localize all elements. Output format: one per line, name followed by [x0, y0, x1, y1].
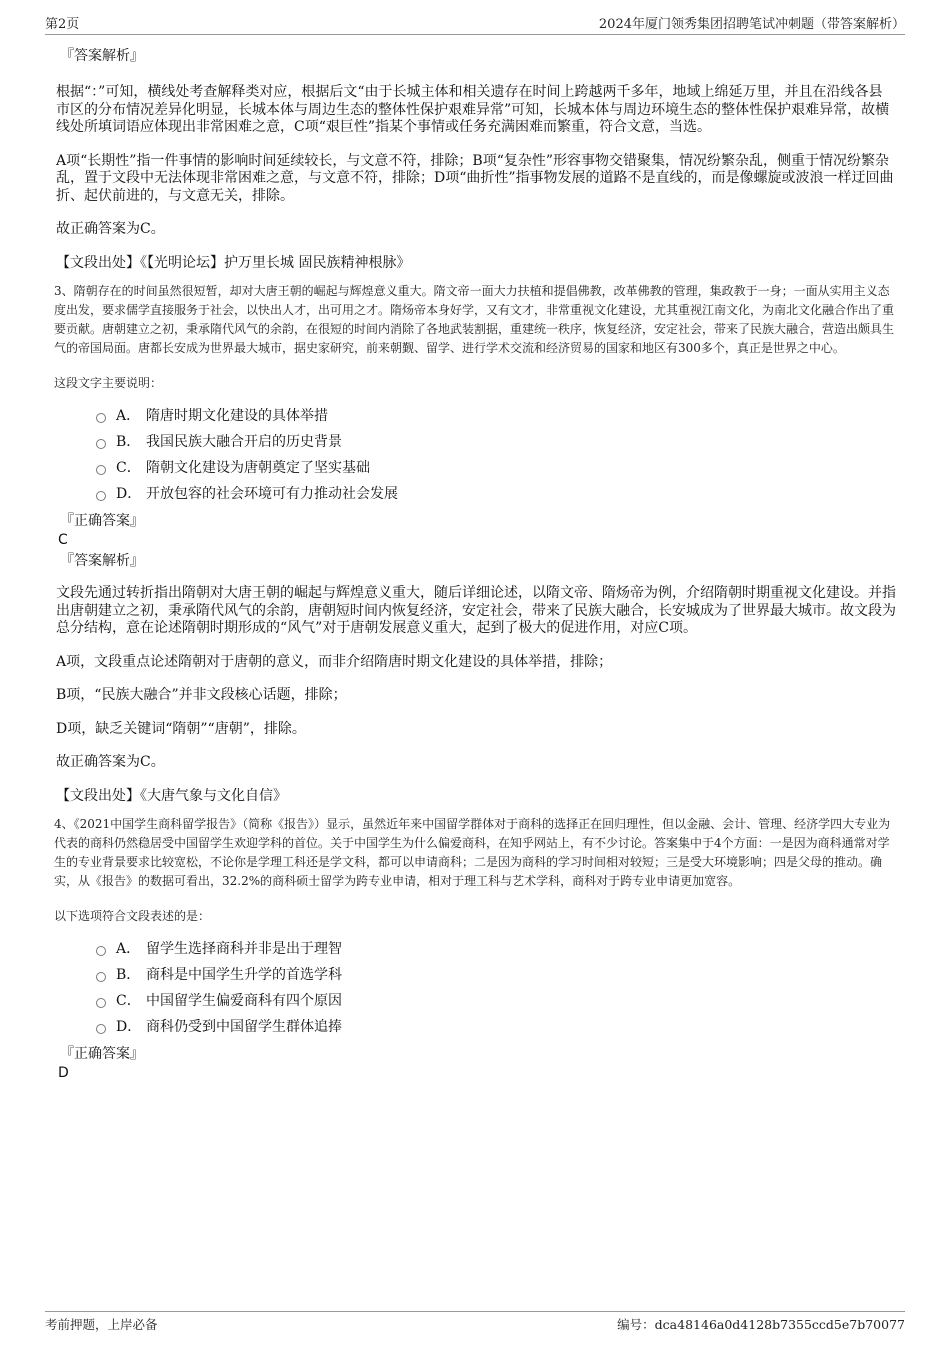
q3-answer-heading: 『正确答案』: [60, 513, 144, 529]
radio-icon[interactable]: [96, 413, 106, 423]
q4-option-c[interactable]: [96, 988, 936, 1014]
option-text: 我国民族大融合开启的历史背景: [146, 434, 342, 450]
radio-icon[interactable]: [96, 491, 106, 501]
option-text: 隋唐时期文化建设的具体举措: [146, 408, 328, 424]
page-number: 第2页: [45, 17, 80, 32]
document-body: [56, 42, 896, 1082]
option-letter: B．: [116, 434, 141, 450]
q4-answer: D: [58, 1065, 69, 1081]
option-text: 商科是中国学生升学的首选学科: [146, 967, 342, 983]
option-text: 中国留学生偏爱商科有四个原因: [146, 993, 342, 1009]
q3-analysis-paragraph-1: 文段先通过转折指出隋朝对大唐王朝的崛起与辉煌意义重大，随后详细论述，以隋文帝、隋炀帝为例，介绍隋朝时期重视文化建设。并指出唐朝建立之初，秉承隋代风气的余韵，唐朝短时间内恢复经济，安定社会，带来了民族大融合，长安城成为了世界最大城市。故文段为总分结构，意在论述隋朝时期形成的“风气”对于唐朝发展意义重大，起到了极大的促进作用，对应C项。: [56, 585, 896, 636]
q2-analysis-heading: 『答案解析』: [60, 48, 144, 64]
option-text: 隋朝文化建设为唐朝奠定了坚实基础: [146, 460, 370, 476]
q3-analysis-heading: 『答案解析』: [60, 553, 144, 569]
q3-answer: C: [58, 532, 68, 548]
q3-options: [96, 403, 936, 507]
document-title: 2024年厦门领秀集团招聘笔试冲刺题（带答案解析）: [598, 17, 905, 32]
q3-option-a[interactable]: [96, 403, 936, 429]
radio-icon[interactable]: [96, 465, 106, 475]
radio-icon[interactable]: [96, 1024, 106, 1034]
option-text: 开放包容的社会环境可有力推动社会发展: [146, 486, 398, 502]
q4-option-a[interactable]: [96, 936, 936, 962]
q3-question: 这段文字主要说明：: [54, 376, 163, 390]
option-letter: D．: [116, 486, 142, 502]
q2-analysis-paragraph-3: 故正确答案为C。: [56, 221, 165, 237]
q3-analysis-paragraph-5: 故正确答案为C。: [56, 754, 165, 770]
q4-passage: 4、《2021中国学生商科留学报告》（简称《报告》）显示，虽然近年来中国留学群体对于商科的选择正在回归理性，但以金融、会计、管理、经济学四大专业为代表的商科仍然稳居受中国留学生欢迎学科的首位。关于中国学生为什么偏爱商科，在知乎网站上，有不少讨论。答案集中于4个方面：一是因为商科通常对学生的专业背景要求比较宽松，不论你是学理工科还是学文科，都可以申请商科；二是因为商科的学习时间相对较短；三是受大环境影响；四是父母的推动。确实，从《报告》的数据可看出，32.2%的商科硕士留学为跨专业申请，相对于理工科与艺术学科，商科对于跨专业申请更加宽容。: [54, 817, 891, 888]
page-header: [45, 14, 905, 35]
q3-source: 【文段出处】《大唐气象与文化自信》: [56, 787, 287, 804]
q4-options: [96, 936, 936, 1040]
radio-icon[interactable]: [96, 998, 106, 1008]
q2-source: 【文段出处】《【光明论坛】护万里长城 固民族精神根脉》: [56, 254, 411, 271]
q3-option-d[interactable]: [96, 481, 936, 507]
radio-icon[interactable]: [96, 972, 106, 982]
q4-answer-heading: 『正确答案』: [60, 1046, 144, 1062]
footer-slogan: 考前押题，上岸必备: [45, 1317, 158, 1332]
option-letter: C．: [116, 993, 141, 1009]
q3-passage: 3、隋朝存在的时间虽然很短暂，却对大唐王朝的崛起与辉煌意义重大。隋文帝一面大力扶植和提倡佛教，改革佛教的管理，集政教于一身；一面从实用主义态度出发，要求儒学直接服务于社会，以快出人才，出可用之才。隋炀帝本身好学，又有文才，非常重视文化建设，尤其重视江南文化，为南北文化融合作出了重要贡献。唐朝建立之初，秉承隋代风气的余韵，在很短的时间内消除了各地武装割据，重建统一秩序，恢复经济，安定社会，带来了民族大融合，营造出颇具生气的帝国局面。唐都长安成为世界最大城市，据史家研究，前来朝觐、留学、进行学术交流和经济贸易的国家和地区有300多个，真正是世界之中心。: [54, 284, 895, 355]
q3-option-b[interactable]: [96, 429, 936, 455]
q2-analysis-paragraph-2: A项“长期性”指一件事情的影响时间延续较长，与文意不符，排除；B项“复杂性”形容事物交错聚集，情况纷繁杂乱，侧重于情况纷繁杂乱，置于文段中无法体现非常困难之意，与文意不符，排除；D项“曲折性”指事物发展的道路不是直线的，而是像螺旋或波浪一样迂回曲折、起伏前进的，与文意无关，排除。: [56, 152, 894, 204]
q3-analysis-paragraph-2: A项，文段重点论述隋朝对于唐朝的意义，而非介绍隋唐时期文化建设的具体举措，排除；: [56, 653, 613, 670]
option-text: 商科仍受到中国留学生群体追捧: [146, 1019, 342, 1035]
page-footer: [45, 1311, 905, 1333]
radio-icon[interactable]: [96, 439, 106, 449]
q3-option-c[interactable]: [96, 455, 936, 481]
q3-analysis-paragraph-3: B项，“民族大融合”并非文段核心话题，排除；: [56, 687, 347, 703]
option-letter: A．: [116, 408, 141, 424]
q2-analysis-paragraph-1: 根据“：”可知，横线处考查解释类对应，根据后文“由于长城主体和相关遗存在时间上跨越两千多年，地域上绵延万里，并且在沿线各县市区的分布情况差异化明显，长城本体与周边生态的整体性保护艰难异常”可知，长城本体与周边环境生态的整体性保护艰难异常，故横线处所填词语应体现出非常困难之意，C项“艰巨性”指某个事情或任务充满困难而繁重，符合文意，当选。: [56, 84, 890, 135]
q4-option-d[interactable]: [96, 1014, 936, 1040]
q3-analysis-paragraph-4: D项，缺乏关键词“隋朝”“唐朝”，排除。: [56, 720, 306, 737]
q4-option-b[interactable]: [96, 962, 936, 988]
option-letter: B．: [116, 967, 141, 983]
document-id: 编号：dca48146a0d4128b7355ccd5e7b70077: [617, 1317, 905, 1332]
q4-question: 以下选项符合文段表述的是：: [54, 909, 211, 923]
option-text: 留学生选择商科并非是出于理智: [146, 941, 342, 957]
radio-icon[interactable]: [96, 946, 106, 956]
option-letter: A．: [116, 941, 141, 957]
option-letter: C．: [116, 460, 141, 476]
option-letter: D．: [116, 1019, 142, 1035]
